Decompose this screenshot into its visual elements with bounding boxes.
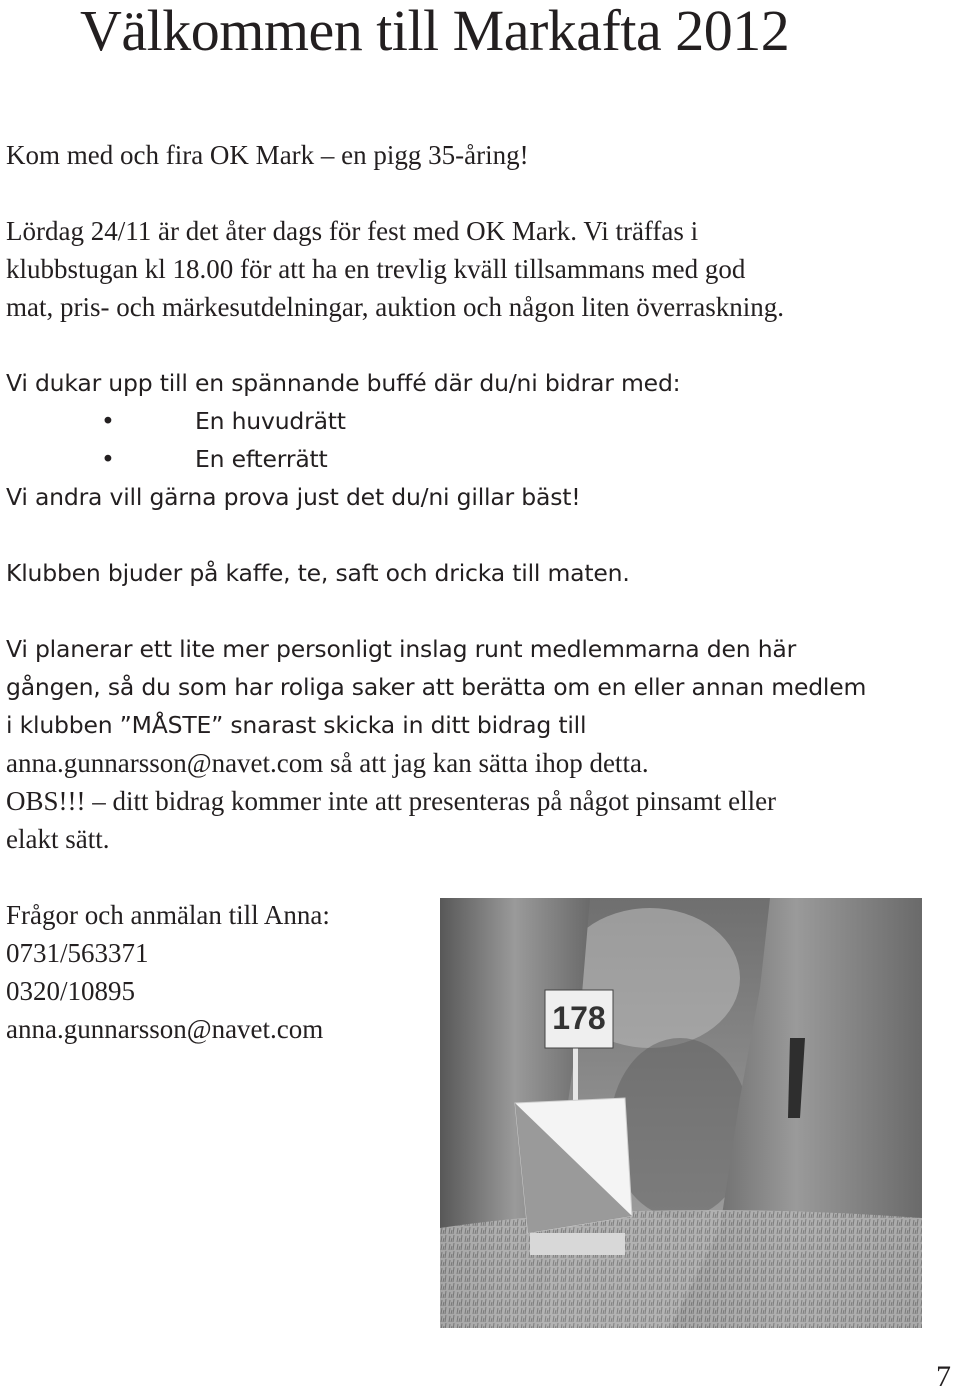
contact-phone: 0320/10895 <box>6 976 136 1006</box>
event-line: klubbstugan kl 18.00 för att ha en trevlig kväll tillsammans med god <box>6 254 746 284</box>
buffet-intro: Vi dukar upp till en spännande buffé där du/ni bidrar med: <box>6 369 681 397</box>
orienteering-control-photo <box>440 898 922 1328</box>
buffet-paragraph <box>6 364 946 516</box>
personal-line: gången, så du som har roliga saker att berätta om en eller annan medlem <box>6 673 867 701</box>
personal-paragraph <box>6 630 946 744</box>
drinks-line: Klubben bjuder på kaffe, te, saft och dricka till maten. <box>6 559 630 587</box>
event-paragraph <box>6 212 946 326</box>
bullet-icon: • <box>101 407 115 435</box>
contact-block <box>6 896 426 1048</box>
list-item <box>6 402 946 440</box>
list-item <box>6 440 946 478</box>
intro-line: Kom med och fira OK Mark – en pigg 35-åring! <box>6 140 529 170</box>
page-number: 7 <box>936 1360 951 1393</box>
personal-line: i klubben ”MÅSTE” snarast skicka in ditt bidrag till <box>6 711 587 739</box>
event-line: Lördag 24/11 är det åter dags för fest med OK Mark. Vi träffas i <box>6 216 699 246</box>
page-title: Välkommen till Markafta 2012 <box>80 0 790 63</box>
contact-heading: Frågor och anmälan till Anna: <box>6 900 330 930</box>
personal-line: elakt sätt. <box>6 824 110 854</box>
personal-line: anna.gunnarsson@navet.com så att jag kan sätta ihop detta. <box>6 748 649 778</box>
personal-line: OBS!!! – ditt bidrag kommer inte att presenteras på något pinsamt eller <box>6 786 777 816</box>
contact-phone: 0731/563371 <box>6 938 149 968</box>
personal-line: Vi planerar ett lite mer personligt inslag runt medlemmarna den här <box>6 635 797 663</box>
buffet-item: En efterrätt <box>195 445 328 473</box>
buffet-item: En huvudrätt <box>195 407 346 435</box>
bullet-icon: • <box>101 445 115 473</box>
photo-illustration <box>440 898 922 1328</box>
buffet-outro: Vi andra vill gärna prova just det du/ni gillar bäst! <box>6 483 581 511</box>
contact-email: anna.gunnarsson@navet.com <box>6 1014 324 1044</box>
control-number-label: 178 <box>552 1000 606 1036</box>
personal-paragraph-cont <box>6 744 946 858</box>
event-line: mat, pris- och märkesutdelningar, auktion och någon liten överraskning. <box>6 292 784 322</box>
